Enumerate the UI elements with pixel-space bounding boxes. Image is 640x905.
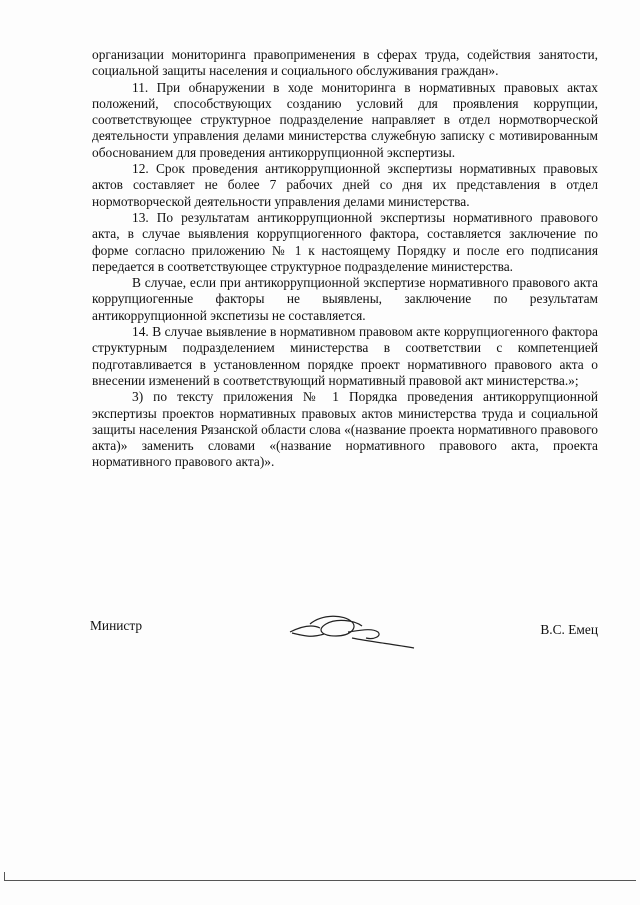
scan-border-bottom	[4, 880, 636, 881]
paragraph-item-3: 3) по тексту приложения № 1 Порядка проведения антикоррупционной экспертизы проектов нормативных правовых актов министерства труда и социальной защиты населения Рязанской области слова «(название проекта нормативного правового акта)» заменить словами «(название нормативного правового акта, проекта нормативного правового акта)».	[92, 389, 598, 470]
paragraph-item-14: 14. В случае выявление в нормативном правовом акте коррупциогенного фактора структурным подразделением министерства в соответствии с компетенцией подготавливается в установленном порядке проект нормативного правового акта о внесении изменений в соответствующий нормативный правовой акт министерства.»;	[92, 324, 598, 388]
paragraph-item-13-note: В случае, если при антикоррупционной экспертизе нормативного правового акта коррупциогенные факторы не выявлены, заключение по результатам антикоррупционной экспетизы не составляется.	[92, 275, 598, 323]
handwritten-signature	[282, 612, 422, 656]
paragraph-item-12: 12. Срок проведения антикоррупционной экспертизы нормативных правовых актов составляет не более 7 рабочих дней со дня их представления в отдел нормотворческой деятельности управления делами министерства.	[92, 161, 598, 209]
signatory-name: В.С. Емец	[540, 622, 598, 637]
signature-block	[90, 612, 598, 662]
signatory-title: Министр	[90, 618, 143, 633]
paragraph-item-13: 13. По результатам антикоррупционной экспертизы нормативного правового акта, в случае выявления коррупциогенного фактора, составляется заключение по форме согласно приложению № 1 к настоящему Порядку и после его подписания передается в соответствующее структурное подразделение министерства.	[92, 209, 598, 274]
document-body	[92, 47, 598, 471]
paragraph-continuation: организации мониторинга правоприменения в сферах труда, содействия занятости, социальной защиты населения и социального обслуживания граждан».	[92, 47, 598, 79]
paragraph-item-11: 11. При обнаружении в ходе мониторинга в нормативных правовых актах положений, способствующих созданию условий для проявления коррупции, соответствующее структурное подразделение направляет в отдел нормотворческой деятельности управления делами министерства служебную записку с мотивированным обоснованием для проведения антикоррупционной экспертизы.	[92, 79, 598, 160]
